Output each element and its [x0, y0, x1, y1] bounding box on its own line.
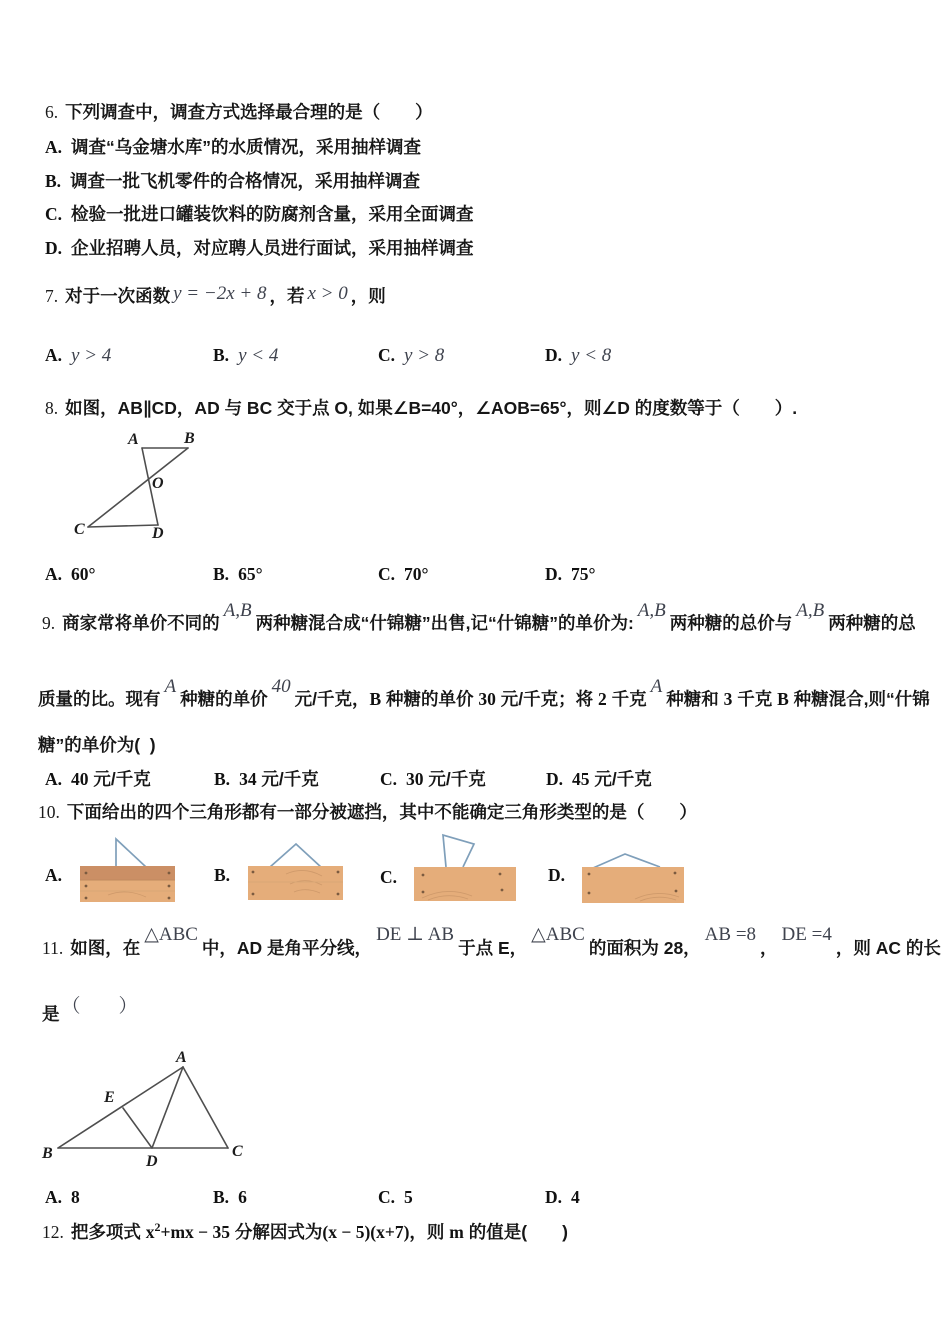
q10-number: 10.: [38, 802, 60, 822]
q6-option-b: [45, 170, 420, 193]
q11-line1: 11. 如图，在△ABC中，AD 是角平分线，DE ⊥ AB于点 E，△ABC的面积为 28，AB =8，DE =4，则 AC 的长: [42, 924, 941, 958]
q9-line3: 糖”的单价为( ): [38, 735, 156, 755]
q8-figure-drawing: [88, 448, 188, 527]
q10-option-c-label: C.: [380, 867, 398, 887]
q8-number: 8.: [45, 398, 59, 418]
q10-option-a-label: A.: [45, 865, 63, 885]
q7-option-c: C. y > 8: [378, 345, 445, 366]
q9-option-d: D. 45 元/千克: [546, 769, 652, 789]
q12-number: 12.: [42, 1221, 64, 1242]
q12-exponent: 2: [154, 1220, 161, 1234]
q8-option-d: D. 75°: [545, 564, 596, 584]
q6-option-c-label: C.: [45, 204, 63, 224]
q7-option-b: B. y < 4: [213, 345, 279, 366]
q6-option-d: [45, 237, 474, 260]
q10-image-c-plank-triangle: [412, 832, 520, 903]
q8-label-b: B: [184, 430, 195, 447]
q6-option-a-label: A.: [45, 137, 63, 157]
q7-stem: 7. 对于一次函数 y = −2x + 8 ，若 x > 0 ，则: [45, 283, 386, 306]
q11-number: 11.: [42, 938, 64, 958]
q10-image-b-plank-triangle: [246, 838, 346, 902]
q9-option-c: C. 30 元/千克: [380, 769, 486, 789]
q11-option-b: B. 6: [213, 1187, 247, 1207]
q7-number: 7.: [45, 286, 59, 306]
q9-line1: 9. 商家常将单价不同的A,B两种糖混合成“什锦糖”出售,记“什锦糖”的单价为:A,B两种糖的总价与A,B两种糖的总: [42, 600, 916, 633]
q8-figure: [72, 424, 272, 549]
q8-label-a: A: [128, 431, 139, 448]
q7-option-d: D. y < 8: [545, 345, 612, 366]
q6-option-b-label: B.: [45, 171, 62, 191]
q10-image-d-plank-triangle: [580, 851, 688, 904]
q11-option-c: C. 5: [378, 1187, 413, 1207]
q11-figure-drawing: [58, 1067, 228, 1148]
q10-stem: 10. 下面给出的四个三角形都有一部分被遮挡，其中不能确定三角形类型的是（ ）: [38, 802, 697, 822]
q6-stem: [45, 101, 433, 124]
q10-option-d-label: D.: [548, 865, 566, 885]
q12-stem: 12. 把多项式 $x^2+mx - 35$ 分解因式为(x − 5)(x+7)，则 m 的值是( ): [42, 1220, 568, 1242]
q6-option-c: [45, 203, 474, 226]
q11-option-d: D. 4: [545, 1187, 580, 1207]
q8-option-b: B. 65°: [213, 564, 263, 584]
q11-label-a: A: [176, 1049, 187, 1066]
q8-stem: 8. 如图，AB∥CD，AD 与 BC 交于点 O, 如果∠B=40°，∠AOB=65°，则∠D 的度数等于（ ）.: [45, 398, 798, 418]
q11-label-b: B: [42, 1145, 53, 1162]
q9-number: 9.: [42, 613, 56, 633]
q6-stem-text: 下列调查中，调查方式选择最合理的是（ ）: [65, 102, 433, 122]
q8-label-d: D: [152, 525, 164, 542]
q7-option-a: A. y > 4: [45, 345, 112, 366]
q8-label-o: O: [152, 475, 164, 492]
q8-label-c: C: [74, 521, 85, 538]
q10-option-b-label: B.: [214, 865, 231, 885]
q6-option-d-text: 企业招聘人员，对应聘人员进行面试，采用抽样调查: [71, 238, 474, 258]
q7-condition: x > 0: [307, 283, 348, 304]
q6-option-b-text: 调查一批飞机零件的合格情况，采用抽样调查: [70, 171, 421, 191]
q11-figure: [38, 1040, 303, 1180]
q6-option-a: [45, 136, 421, 159]
q6-option-d-label: D.: [45, 238, 63, 258]
q8-option-c: C. 70°: [378, 564, 429, 584]
q9-line2: 质量的比。现有A种糖的单价40元/千克，B 种糖的单价 30 元/千克；将 2 千克A种糖和 3 千克 B 种糖混合,则“什锦: [38, 676, 930, 709]
q11-label-e: E: [104, 1089, 115, 1106]
q9-option-a: A. 40 元/千克: [45, 769, 151, 789]
q11-line2: 是 （ ）: [42, 996, 138, 1024]
q10-image-a-plank-triangle: [78, 835, 178, 903]
q6-number: 6.: [45, 102, 59, 122]
q7-formula: y = −2x + 8: [173, 283, 267, 304]
q11-label-c: C: [232, 1143, 243, 1160]
q8-option-a: A. 60°: [45, 564, 96, 584]
q9-option-b: B. 34 元/千克: [214, 769, 319, 789]
q11-option-a: A. 8: [45, 1187, 80, 1207]
q6-option-a-text: 调查“乌金塘水库”的水质情况，采用抽样调查: [71, 137, 422, 157]
q6-option-c-text: 检验一批进口罐装饮料的防腐剂含量，采用全面调查: [71, 204, 474, 224]
q11-label-d: D: [146, 1153, 158, 1170]
